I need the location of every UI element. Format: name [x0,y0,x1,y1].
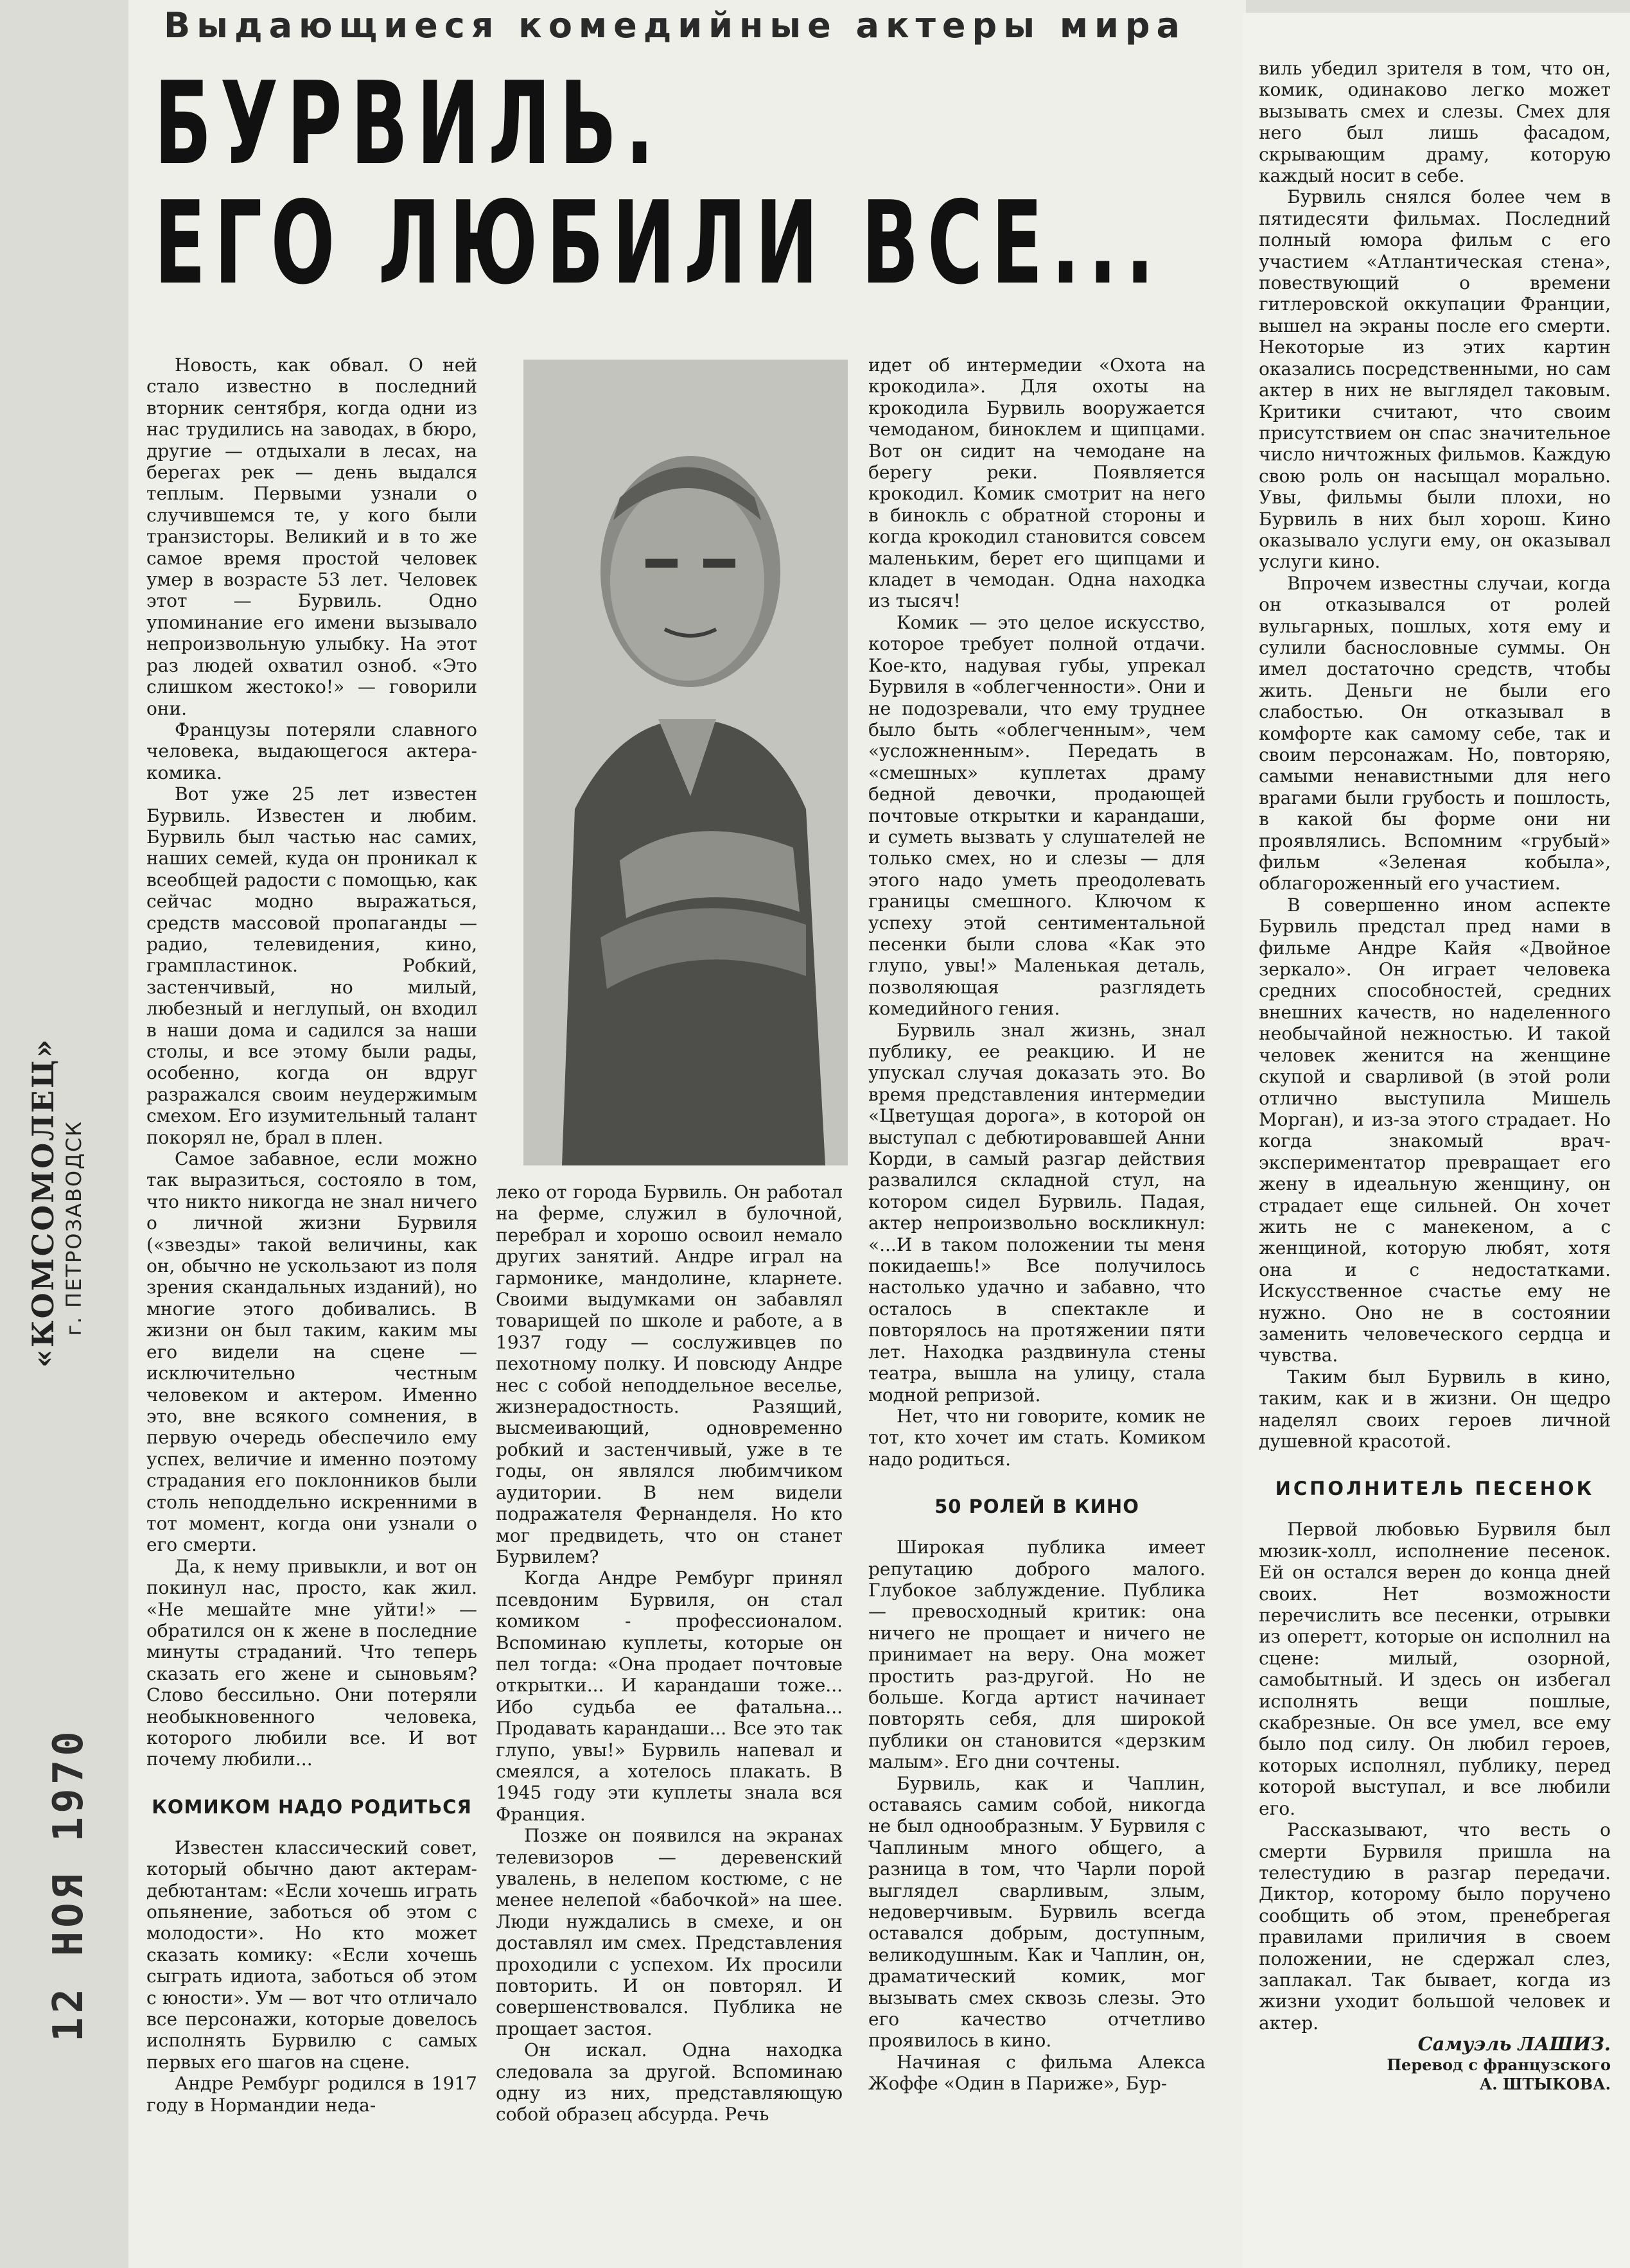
article-column-1 [146,354,477,2262]
paragraph: Да, к нему привыкли, и вот он покинул нас, просто, как жил. «Не мешайте мне уйти!» — обратился он к жене в последние минуты страданий. Что теперь сказать его жене и сыновьям? Слово бессильно. Они потеряли необыкновенного человека, которого любили все. И вот почему любили... [146,1555,477,1770]
paragraph: Бурвиль знал жизнь, знал публику, ее реакцию. И не упускал случая доказать это. Во время представления интермедии «Цветущая дорога», в которой он выступал с дебютировавшей Анни Корди, в самый разгар действия развалился складной стул, на котором сидел Бурвиль. Падая, актер непроизвольно воскликнул: «...И в таком положении ты меня покидаешь!» Все получилось настолько удачно и забавно, что осталось в спектакле и повторялось на протяжении пяти лет. Находка раздвинула стены театра, вышла на улицу, стала модной репризой. [868,1019,1205,1406]
paragraph: Таким был Бурвиль в кино, таким, как и в жизни. Он щедро наделял своих героев личной душевной красотой. [1259,1366,1611,1452]
rubric-title: Выдающиеся комедийные актеры мира [164,5,1186,46]
paragraph: Рассказывают, что весть о смерти Бурвиля пришла на телестудию в разгар передачи. Диктор, которому было поручено сообщить об этом, пренебрегая правилами приличия в своем положении, не сдержал слез, заплакал. Так бывает, когда из жизни уходит большой человек и актер. [1259,1819,1611,2034]
section-subheading: ИСПОЛНИТЕЛЬ ПЕСЕНОК [1275,1478,1595,1500]
paragraph: Широкая публика имеет репутацию доброго малого. Глубокое заблуждение. Публика — превосходный критик: она ничего не прощает и ничего не принимает на веру. Она может простить раз-другой. Но не больше. Когда артист начинает повторять себя, для широкой публики он становится «дерзким малым». Его дни сочтены. [868,1537,1205,1773]
article-column-4 [1259,58,1611,2267]
paragraph: Нет, что ни говорите, комик не тот, кто хочет им стать. Комиком надо родиться. [868,1405,1205,1470]
author-signature: Самуэль ЛАШИЗ. [1417,2033,1611,2055]
paragraph: Позже он появился на экранах телевизоров — деревенский увалень, в нелепом костюме, с не менее нелепой «бабочкой» на шее. Люди нуждались в смехе, и он доставлял им смех. Представления проходили с успехом. Их просили повторить. И он повторял. И совершенствовался. Публика не прощает застоя. [496,1825,843,2039]
paragraph: Французы потеряли славного человека, выдающегося актера-комика. [146,719,477,783]
paragraph: Андре Рембург родился в 1917 году в Нормандии неда- [146,2073,477,2116]
paragraph: идет об интермедии «Охота на крокодила». Для охоты на крокодила Бурвиль вооружается чемоданом, биноклем и щипцами. Вот он сидит на чемодане на берегу реки. Появляется крокодил. Комик смотрит на него в бинокль с обратной стороны и когда крокодил становится совсем маленьким, берет его щипцами и кладет в чемодан. Одна находка из тысяч! [868,354,1205,612]
paragraph: Первой любовью Бурвиля был мюзик-холл, исполнение песенок. Ей он остался верен до конца дней своих. Нет возможности перечислить все песенки, отрывки из оперетт, которые он исполнил на сцене: милый, озорной, самобытный. И здесь он избегал исполнять вещи пошлые, скабрезные. Он все умел, все ему было под силу. Он любил героев, которых исполнял, публику, перед которой выступал, и все любили его. [1259,1519,1611,1819]
newspaper-city-stamp: г. ПЕТРОЗАВОДСК [62,1120,86,1336]
bourvil-portrait-photo [523,360,848,1165]
paragraph: Бурвиль снялся более чем в пятидесяти фильмах. Последний полный юмора фильм с его участием «Атлантическая стена», повествующий о времени гитлеровской оккупации Франции, вышел на экраны после его смерти. Некоторые из этих картин оказались посредственными, но сам актер в них не выглядел таковым. Критики считают, что своим присутствием он спас значительное число ничтожных фильмов. Каждую свою роль он насыщал морально. Увы, фильмы были плохи, но Бурвиль в них был хорош. Кино оказывало услуги ему, он оказывал услуги кино. [1259,186,1611,573]
translation-credit-line-1: Перевод с французского [1387,2055,1611,2074]
paragraph: Известен классический совет, который обычно дают актерам-дебютантам: «Если хочешь играть опьянение, заботься об этом с молодости». Но кто может сказать комику: «Если хочешь сыграть идиота, заботься об этом с юности». Ум — вот что отличало все персонажи, которые довелось исполнять Бурвилю с самых первых его шагов на сцене. [146,1836,477,2073]
date-stamp: 12 НОЯ 1970 [45,1727,92,2042]
section-subheading: 50 РОЛЕЙ В КИНО [934,1496,1139,1518]
headline-line-1: БУРВИЛЬ. [154,57,663,190]
translation-credit-line-2: А. ШТЫКОВА. [1479,2074,1611,2093]
paragraph: Комик — это целое искусство, которое требует полной отдачи. Кое-кто, надувая губы, упрекал Бурвиля в «облегченности». Они и не подозревали, что ему труднее было быть «облегченным», чем «усложненным». Передать в «смешных» куплетах драму бедной девочки, продающей почтовые открытки и карандаши, и суметь вызвать у слушателей не только смех, но и слезы — для этого надо уметь преодолевать границы смешного. Ключом к успеху этой сентиментальной песенки были слова «Как это глупо, увы!» Маленькая деталь, позволяющая разглядеть комедийного гения. [868,611,1205,1020]
newspaper-name-stamp: «КОМСОМОЛЕЦ» [26,1037,60,1368]
paragraph: Вот уже 25 лет известен Бурвиль. Известен и любим. Бурвиль был частью нас самих, наших семей, куда он проникал к всеобщей радости с помощью, как сейчас модно выражаться, средств массовой пропаганды — радио, телевидения, кино, грампластинок. Робкий, застенчивый, но милый, любезный и неглупый, он входил в наши дома и садился за наши столы, и все этому были рады, особенно, когда он вдруг разражался своим неудержимым смехом. Его изумительный талант покорял не, брал в плен. [146,783,477,1148]
portrait-illustration [523,360,848,1165]
paragraph: Впрочем известны случаи, когда он отказывался от ролей вульгарных, пошлых, хотя ему и сулили баснословные суммы. Он имел достаточно средств, чтобы жить. Деньги не были его слабостью. Он отказывал в комфорте как самому себе, так и своим персонажам. Но, повторяю, самыми ненавистными для него врагами были грубость и пошлость, в какой бы форме они ни проявлялись. Вспомним «грубый» фильм «Зеленая кобыла», облагороженный его участием. [1259,572,1611,894]
section-subheading: КОМИКОМ НАДО РОДИТЬСЯ [152,1795,472,1818]
paragraph: Бурвиль, как и Чаплин, оставаясь самим собой, никогда не был однообразным. У Бурвиля с Чаплиным много общего, а разница в том, что Чарли порой выглядел сварливым, злым, недоверчивым. Бурвиль всегда оставался добрым, доступным, великодушным. Как и Чаплин, он, драматический комик, мог вызывать смех сквозь слезы. Это его качество отчетливо проявилось в кино. [868,1772,1205,2052]
paragraph: Когда Андре Рембург принял псевдоним Бурвиля, он стал комиком - профессионалом. Вспоминаю куплеты, которые он пел тогда: «Она продает почтовые открытки... И карандаши тоже... Ибо судьба ее фатальна... Продавать карандаши... Все это так глупо, увы!» Бурвиль напевал и смеялся, а хотелось плакать. В 1945 году эти куплеты знала вся Франция. [496,1567,843,1825]
headline-line-2: ЕГО ЛЮБИЛИ ВСЕ... [154,177,1163,310]
article-column-3 [868,354,1205,2262]
paragraph: виль убедил зрителя в том, что он, комик, одинаково легко может вызывать смех и слезы. Смех для него был лишь фасадом, скрывающим драму, которую каждый носит в себе. [1259,58,1611,187]
headline [154,57,1163,310]
article-column-2 [496,1182,843,2264]
paragraph: Самое забавное, если можно так выразиться, состояло в том, что никто никогда не знал ничего о личной жизни Бурвиля («звезды» такой величины, как он, обычно не ускользают из поля зрения скандальных изданий), но многие этого добивались. В жизни он был таким, каким мы его видели на сцене — исключительно честным человеком и актером. Именно это, вне всякого сомнения, в первую очередь обеспечило ему успех, величие и именно поэтому страдания его поклонников были столь неподдельно искренними в тот момент, когда они узнали о его смерти. [146,1148,477,1556]
paragraph: В совершенно ином аспекте Бурвиль предстал пред нами в фильме Андре Кайя «Двойное зеркало». Он играет человека средних способностей, средних внешних качеств, но наделенного необычайной нежностью. И такой человек женится на женщине скупой и сварливой (в этой роли отлично выступила Мишель Морган), и из-за этого страдает. Но когда знакомый врач-экспериментатор превращает его жену в идеальную женщину, он страдает еще сильней. Он хочет жить не с манекеном, а с женщиной, которую любят, хотя она и с недостатками. Искусственное счастье ему не нужно. Оно не в состоянии заменить человеческого сердца и чувства. [1259,894,1611,1366]
paragraph: Новость, как обвал. О ней стало известно в последний вторник сентября, когда одни из нас трудились на заводах, в бюро, другие — отдыхали в лесах, на берегах рек — день выдался теплым. Первыми узнали о случившемся те, у кого были транзисторы. Великий и в то же самое время простой человек умер в возрасте 53 лет. Человек этот — Бурвиль. Одно упоминание его имени вызывало непроизвольную улыбку. На этот раз людей охватил озноб. «Это слишком жестоко!» — говорили они. [146,354,477,719]
paragraph: Он искал. Одна находка следовала за другой. Вспоминаю одну из них, представляющую собой образец абсурда. Речь [496,2039,843,2125]
paragraph: Начиная с фильма Алекса Жоффе «Один в Париже», Бур- [868,2051,1205,2095]
paragraph: леко от города Бурвиль. Он работал на ферме, служил в булочной, перебрал и хорошо освоил немало других занятий. Андре играл на гармонике, мандолине, кларнете. Своими выдумками он забавлял товарищей по школе и работе, а в 1937 году — сослуживцев по пехотному полку. И повсюду Андре нес с собой неподдельное веселье, жизнерадостность. Разящий, высмеивающий, одновременно робкий и застенчивый, уже в те годы, он являлся любимчиком аудитории. В нем видели подражателя Фернанделя. Но кто мог предвидеть, что он станет Бурвилем? [496,1182,843,1567]
